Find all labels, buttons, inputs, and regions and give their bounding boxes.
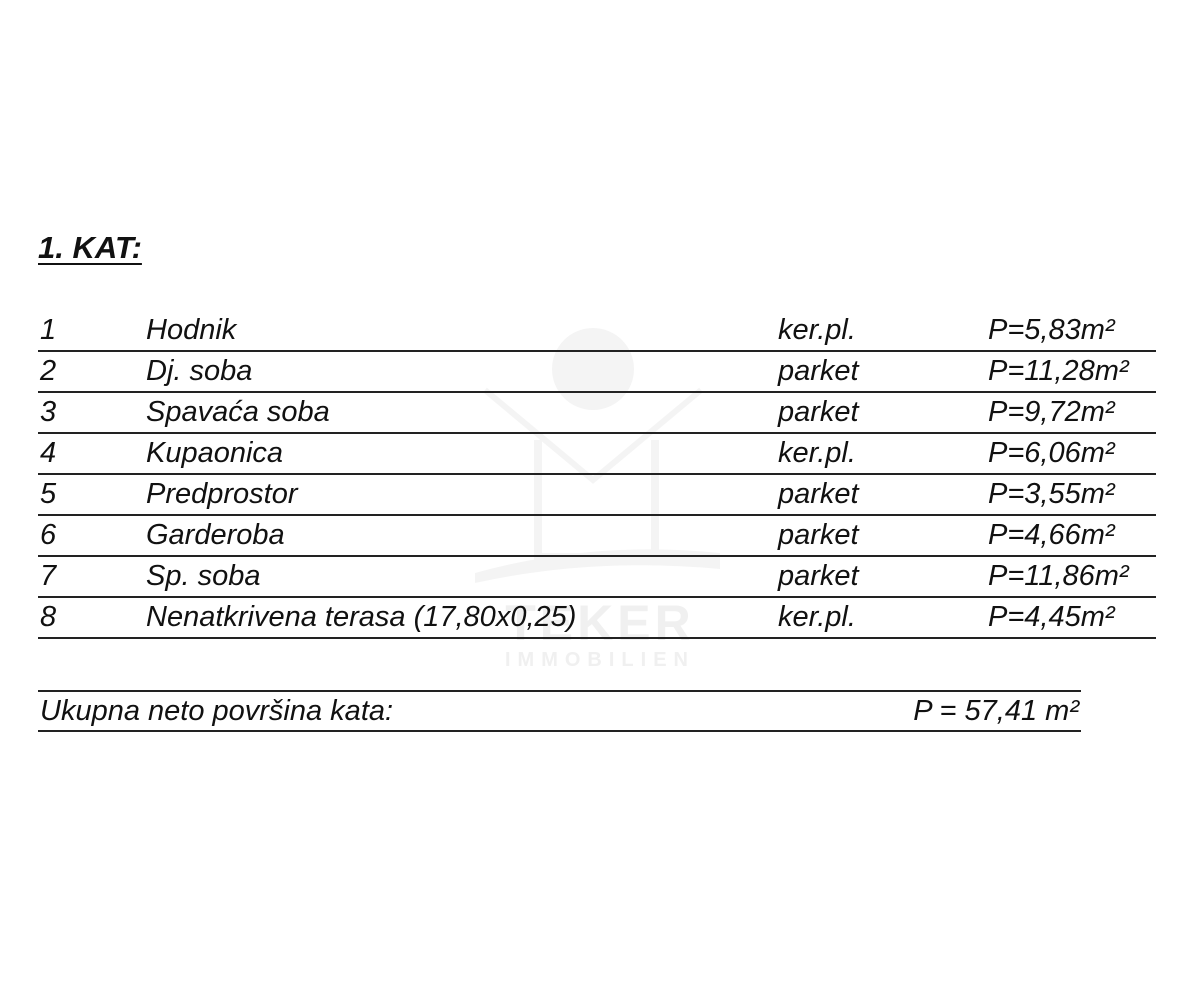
table-row (38, 434, 1156, 475)
table-row (38, 557, 1156, 598)
room-area: P=6,06m² (988, 437, 1115, 469)
room-number: 8 (40, 601, 57, 633)
watermark-name: TEKER (505, 595, 695, 651)
room-flooring: ker.pl. (778, 437, 856, 469)
table-row (38, 475, 1156, 516)
room-number: 7 (40, 560, 57, 592)
table-row (38, 516, 1156, 557)
watermark-subtitle: IMMOBILIEN (505, 649, 695, 671)
room-name: Nenatkrivena terasa (17,80x0,25) (146, 601, 577, 633)
room-flooring: ker.pl. (778, 601, 856, 633)
room-name: Spavaća soba (146, 396, 330, 428)
room-name: Predprostor (146, 478, 298, 510)
room-flooring: parket (778, 560, 859, 592)
room-name: Kupaonica (146, 437, 284, 469)
room-flooring: parket (778, 355, 859, 387)
room-area: P=11,28m² (988, 355, 1129, 387)
room-number: 1 (40, 314, 57, 346)
room-name: Sp. soba (146, 560, 261, 592)
room-area: P=11,86m² (988, 560, 1129, 592)
table-row (38, 598, 1156, 639)
room-table (38, 311, 1156, 639)
room-flooring: parket (778, 478, 859, 510)
room-number: 5 (40, 478, 57, 510)
room-number: 2 (40, 355, 57, 387)
room-name: Hodnik (146, 314, 237, 346)
total-area-label: Ukupna neto površina kata: (40, 695, 394, 727)
table-row (38, 393, 1156, 434)
room-flooring: parket (778, 519, 859, 551)
table-row (38, 352, 1156, 393)
room-number: 6 (40, 519, 57, 551)
room-flooring: ker.pl. (778, 314, 856, 346)
room-name: Garderoba (146, 519, 285, 551)
room-area: P=3,55m² (988, 478, 1115, 510)
room-area: P=9,72m² (988, 396, 1115, 428)
table-row (38, 311, 1156, 352)
room-area: P=4,66m² (988, 519, 1115, 551)
room-flooring: parket (778, 396, 859, 428)
room-name: Dj. soba (146, 355, 253, 387)
room-number: 3 (40, 396, 57, 428)
room-number: 4 (40, 437, 57, 469)
floor-title: 1. KAT: (38, 230, 142, 265)
total-area-value: P = 57,41 m² (913, 695, 1079, 727)
room-area: P=5,83m² (988, 314, 1115, 346)
room-area: P=4,45m² (988, 601, 1115, 633)
total-area-row (38, 690, 1081, 732)
